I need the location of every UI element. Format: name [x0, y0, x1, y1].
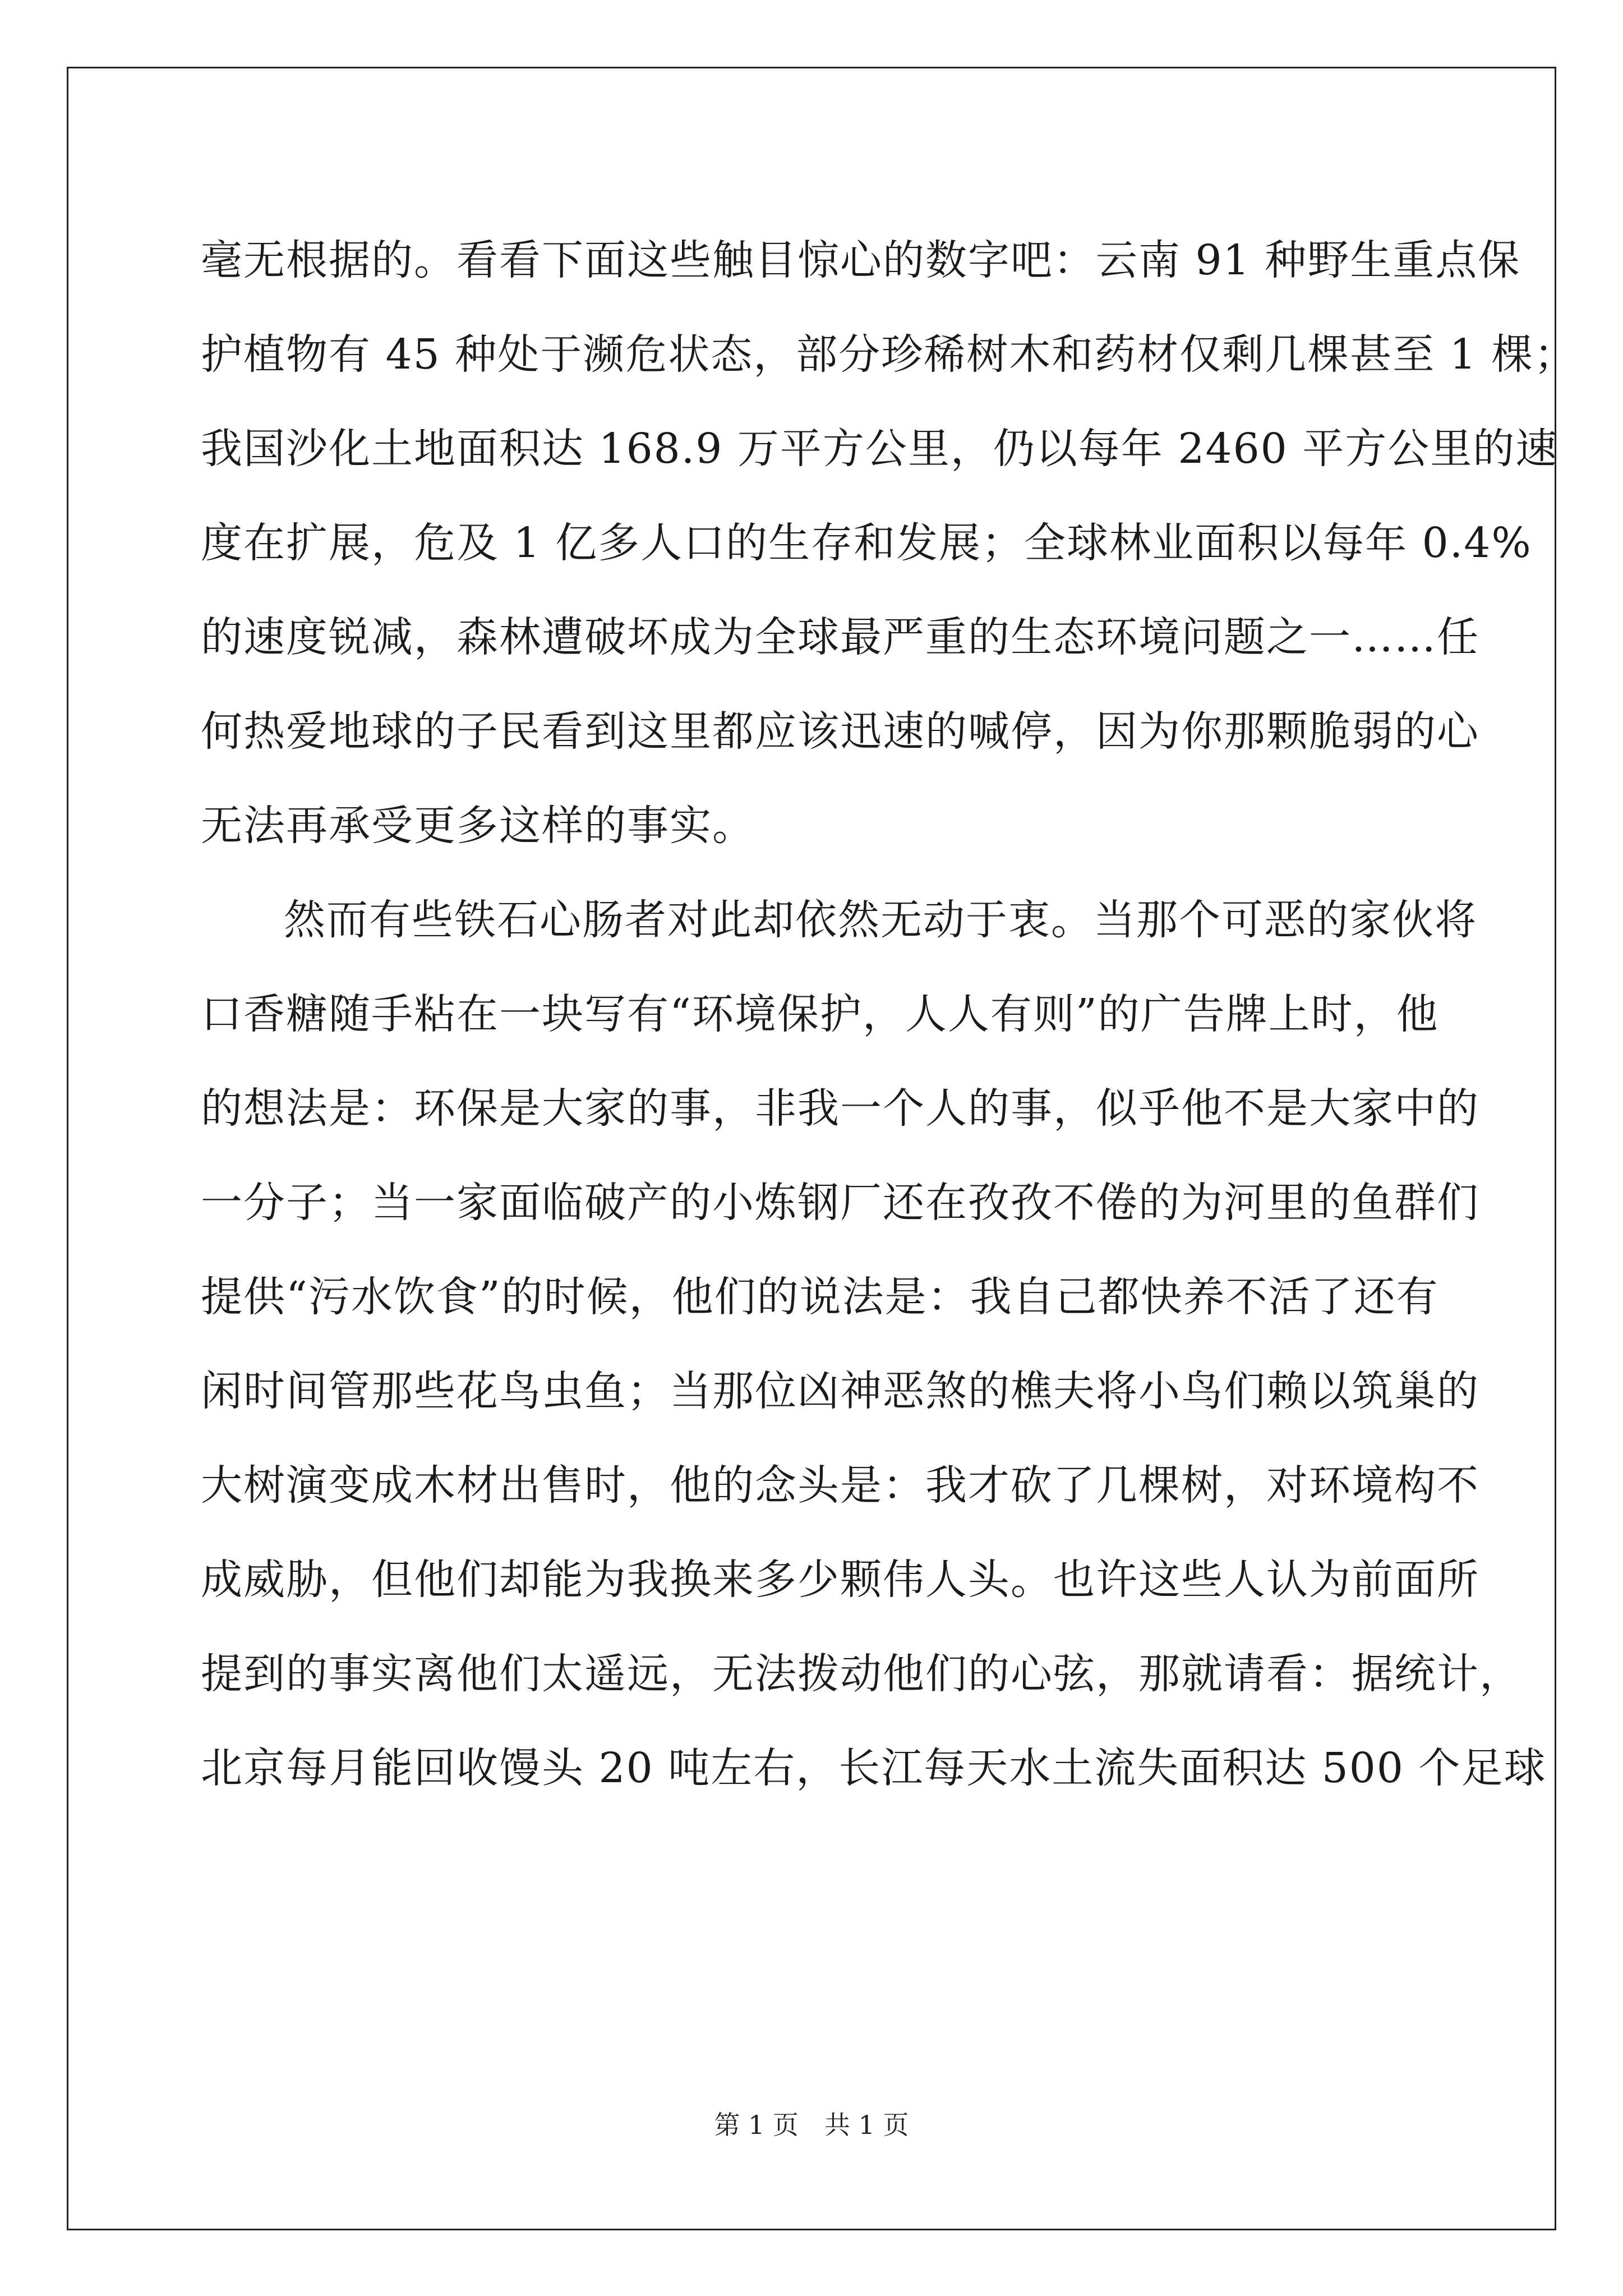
text-line: 度在扩展，危及 1 亿多人口的生存和发展；全球林业面积以每年 0.4% — [201, 519, 1532, 567]
text-line: 护植物有 45 种处于濒危状态，部分珍稀树木和药材仅剩几棵甚至 1 棵； — [201, 330, 1577, 379]
text-line: 大树演变成木材出售时，他的念头是：我才砍了几棵树，对环境构不 — [201, 1461, 1479, 1510]
text-line: 口香糖随手粘在一块写有“环境保护，人人有则”的广告牌上时，他 — [201, 990, 1439, 1038]
page-number-footer: 第 1 页 共 1 页 — [714, 2110, 909, 2140]
text-line: 北京每月能回收馒头 20 吨左右，长江每天水土流失面积达 500 个足球 — [201, 1744, 1547, 1792]
text-line: 何热爱地球的子民看到这里都应该迅速的喊停，因为你那颗脆弱的心 — [201, 707, 1479, 756]
paragraph-first-line: 然而有些铁石心肠者对此却依然无动于衷。当那个可恶的家伙将 — [284, 896, 1477, 944]
text-line: 的速度锐减，森林遭破坏成为全球最严重的生态环境问题之一……任 — [201, 613, 1479, 661]
text-line: 提到的事实离他们太遥远，无法拨动他们的心弦，那就请看：据统计， — [201, 1650, 1522, 1698]
text-line: 一分子；当一家面临破产的小炼钢厂还在孜孜不倦的为河里的鱼群们 — [201, 1179, 1479, 1227]
document-body — [201, 213, 1577, 1815]
text-line: 提供“污水饮食”的时候，他们的说法是：我自己都快养不活了还有 — [201, 1273, 1439, 1321]
text-line: 毫无根据的。看看下面这些触目惊心的数字吧：云南 91 种野生重点保 — [201, 236, 1521, 284]
text-line: 的想法是：环保是大家的事，非我一个人的事，似乎他不是大家中的 — [201, 1084, 1479, 1133]
text-line: 成威胁，但他们却能为我换来多少颗伟人头。也许这些人认为前面所 — [201, 1556, 1479, 1604]
text-line: 闲时间管那些花鸟虫鱼；当那位凶神恶煞的樵夫将小鸟们赖以筑巢的 — [201, 1367, 1479, 1415]
text-line: 无法再承受更多这样的事实。 — [201, 802, 755, 850]
text-line: 我国沙化土地面积达 168.9 万平方公里，仍以每年 2460 平方公里的速 — [201, 425, 1559, 473]
